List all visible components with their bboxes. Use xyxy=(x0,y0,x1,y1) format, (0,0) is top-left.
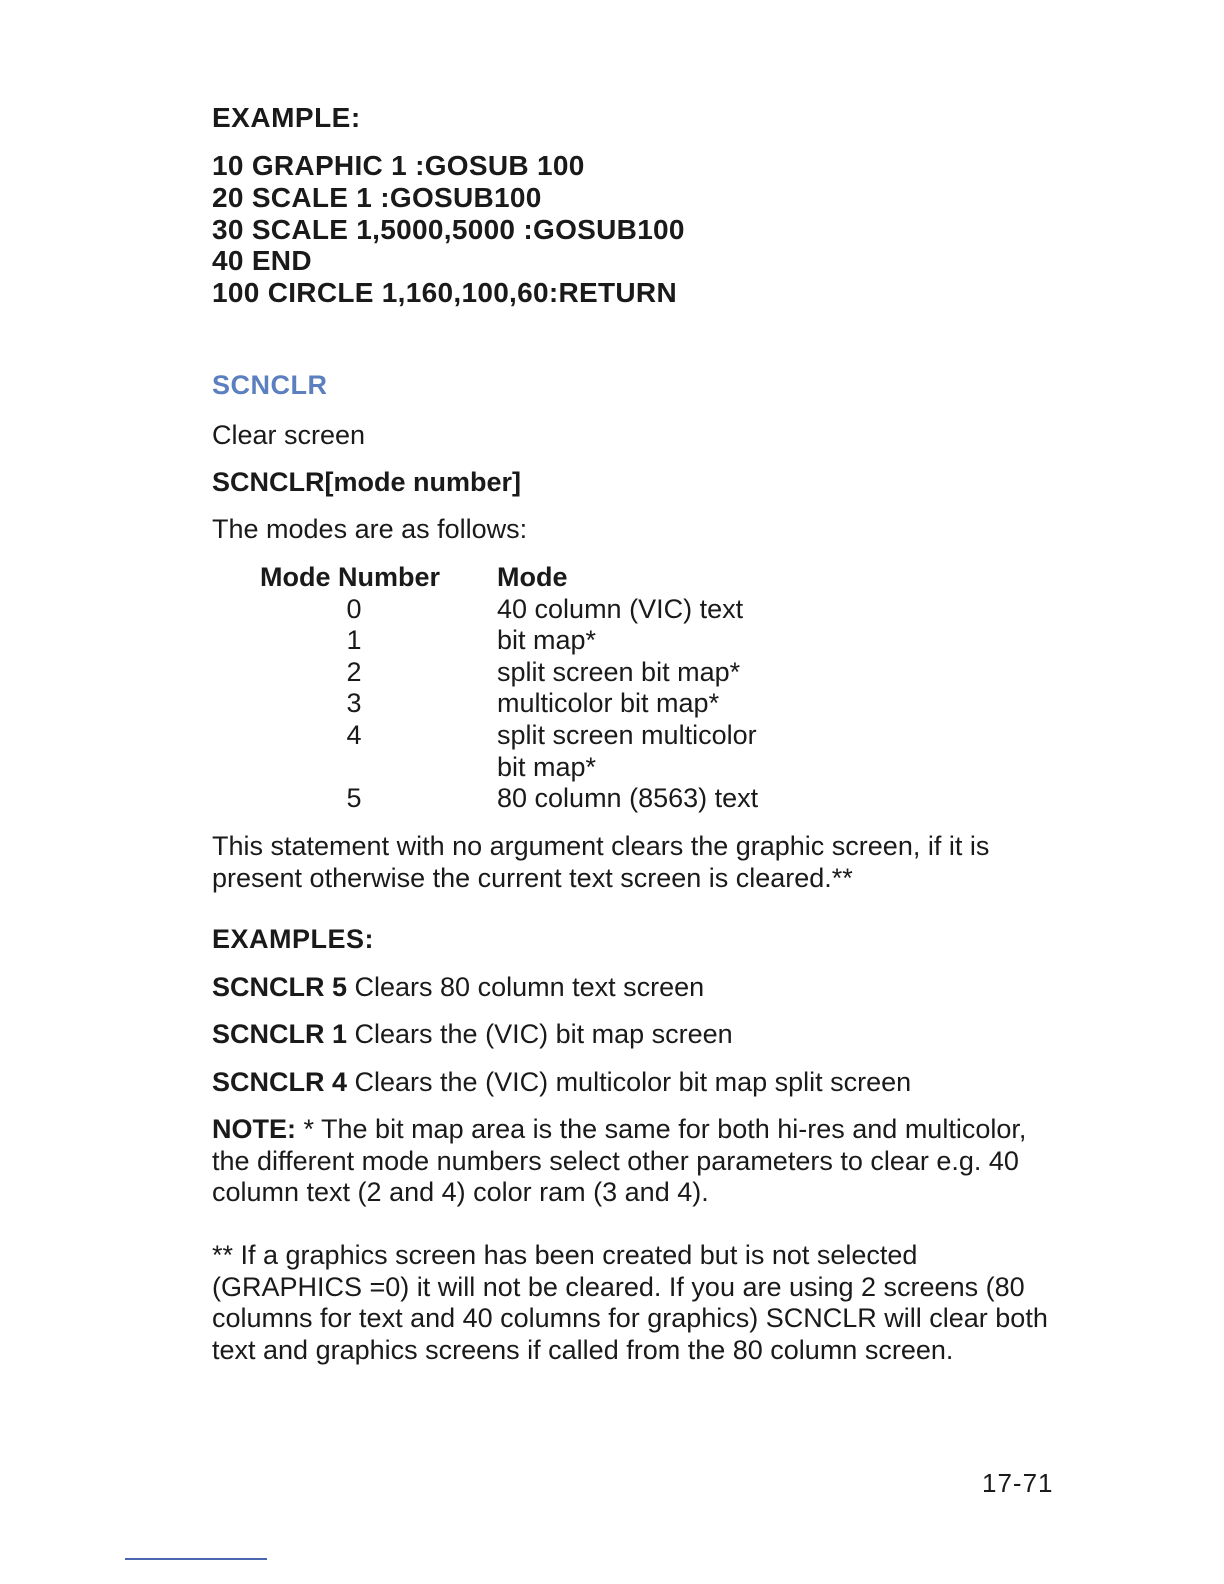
mode-description: bit map* xyxy=(497,625,597,656)
mode-row xyxy=(260,657,897,689)
example-description: Clears the (VIC) bit map screen xyxy=(347,1019,733,1049)
mode-number: 0 xyxy=(346,593,362,624)
section-title: SCNCLR xyxy=(212,370,328,400)
header-mode-number: Mode Number xyxy=(260,562,441,592)
example-line xyxy=(212,1067,911,1098)
example-line xyxy=(212,972,704,1003)
example-line xyxy=(212,1019,733,1050)
mode-description: split screen bit map* xyxy=(497,656,741,687)
mode-row xyxy=(260,688,897,720)
example-command: SCNCLR 1 xyxy=(212,1019,348,1049)
mode-table xyxy=(260,562,897,815)
mode-number: 3 xyxy=(346,688,362,719)
footnote-paragraph: ** If a graphics screen has been created but is not selected (GRAPHICS =0) it will not be cleared. If you are using 2 screens (80 columns for text and 40 columns for graphics) SCNCLR will clear both text and graphics screens if called from the 80 column screen. xyxy=(212,1240,1048,1365)
modes-intro: The modes are as follows: xyxy=(212,514,528,544)
mode-description: multicolor bit map* xyxy=(497,688,720,719)
code-line: 100 CIRCLE 1,160,100,60:RETURN xyxy=(212,277,677,309)
mode-number: 5 xyxy=(346,783,362,814)
mode-number: 2 xyxy=(346,656,362,687)
mode-row xyxy=(260,594,897,626)
note-label: NOTE: xyxy=(212,1114,296,1144)
code-line: 40 END xyxy=(212,245,312,277)
example-heading: EXAMPLE: xyxy=(212,102,361,133)
syntax-line xyxy=(212,467,521,498)
note-paragraph xyxy=(212,1114,1062,1209)
code-line: 30 SCALE 1,5000,5000 :GOSUB100 xyxy=(212,213,685,245)
note-text: * The bit map area is the same for both hi-res and multicolor, the different mode numbers select other parameters to clear e.g. 40 column text (2 and 4) color ram (3 and 4). xyxy=(212,1114,1027,1208)
examples-heading: EXAMPLES: xyxy=(212,924,375,954)
bottom-rule xyxy=(125,1558,267,1560)
mode-description: 40 column (VIC) text xyxy=(497,593,744,624)
mode-row xyxy=(260,783,897,815)
mode-row xyxy=(260,720,897,783)
example-description: Clears 80 column text screen xyxy=(347,972,705,1002)
mode-description-line: split screen multicolor xyxy=(497,719,757,750)
example-command: SCNCLR 5 xyxy=(212,972,348,1002)
header-mode: Mode xyxy=(497,562,568,592)
code-line: 20 SCALE 1 :GOSUB100 xyxy=(212,181,542,213)
mode-description-line: bit map* xyxy=(497,751,597,782)
example-description: Clears the (VIC) multicolor bit map split screen xyxy=(347,1067,912,1097)
mode-table-header xyxy=(260,562,897,594)
mode-row xyxy=(260,625,897,657)
syntax-keyword: SCNCLR xyxy=(212,467,325,497)
code-listing xyxy=(212,150,685,309)
section-subtitle: Clear screen xyxy=(212,420,366,450)
mode-number: 1 xyxy=(346,625,362,656)
page-number: 17-71 xyxy=(982,1468,1054,1498)
syntax-argument: [mode number] xyxy=(324,467,522,497)
mode-description xyxy=(448,720,897,783)
code-line: 10 GRAPHIC 1 :GOSUB 100 xyxy=(212,150,585,181)
mode-number: 4 xyxy=(346,719,362,750)
example-command: SCNCLR 4 xyxy=(212,1067,348,1097)
description-paragraph: This statement with no argument clears the graphic screen, if it is present otherwise the current text screen is cleared.** xyxy=(212,831,990,893)
mode-description: 80 column (8563) text xyxy=(497,783,759,814)
